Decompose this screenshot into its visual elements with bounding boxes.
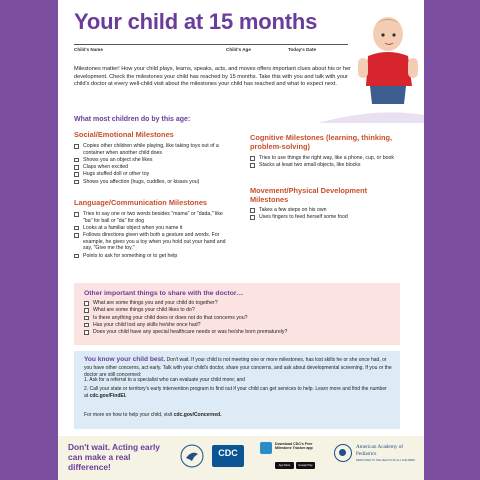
checkbox-icon[interactable]	[74, 226, 79, 231]
checklist-item[interactable]: Claps when excited	[74, 164, 232, 171]
checklist-item[interactable]: Points to ask for something or to get help	[74, 253, 232, 260]
checklist-item[interactable]: Shows you affection (hugs, cuddles, or kisses you)	[74, 179, 232, 186]
know-steps	[84, 377, 392, 402]
checkbox-icon[interactable]	[74, 254, 79, 259]
child-age-label: Child's Age	[226, 47, 251, 52]
intro-text: Milestones matter! How your child plays, learns, speaks, acts, and moves offers important clues about his or her development. Check the milestones your child has reached by 15 months. Take this with you and talk with your child's doctor at every well-child visit about the milestones your child has reached and what to expect next.	[74, 66, 351, 88]
aap-name: American Academy of Pediatrics	[356, 444, 403, 457]
language-heading: Language/Communication Milestones	[74, 198, 208, 207]
checkbox-icon[interactable]	[74, 172, 79, 177]
checkbox-icon[interactable]	[74, 144, 79, 149]
movement-list	[250, 207, 400, 222]
other-things-list	[84, 300, 384, 336]
social-heading: Social/Emotional Milestones	[74, 130, 174, 139]
checkbox-icon[interactable]	[250, 163, 255, 168]
hhs-logo-icon	[180, 444, 204, 468]
other-things-heading: Other important things to share with the doctor…	[84, 290, 244, 297]
milestone-page	[58, 0, 424, 480]
checklist-item[interactable]: Takes a few steps on his own	[250, 207, 400, 214]
checkbox-icon[interactable]	[74, 180, 79, 185]
checkbox-icon[interactable]	[84, 323, 89, 328]
findei-link[interactable]: cdc.gov/FindEI.	[89, 392, 127, 399]
milestone-app-promo	[258, 440, 318, 474]
footer	[58, 436, 424, 480]
child-age-field[interactable]	[224, 44, 286, 45]
checklist-item[interactable]: Does your child have any special healthcare needs or was he/she born prematurely?	[84, 329, 384, 336]
checklist-item[interactable]: Shows you an object she likes	[74, 157, 232, 164]
checklist-item[interactable]: Tries to use things the right way, like a phone, cup, or book	[250, 155, 400, 162]
today-date-field[interactable]	[286, 44, 354, 45]
cdc-logo: CDC	[212, 445, 244, 467]
aap-seal-icon	[334, 444, 352, 462]
aap-logo	[334, 444, 422, 474]
checkbox-icon[interactable]	[250, 215, 255, 220]
checklist-item[interactable]: What are some things your child likes to do?	[84, 307, 384, 314]
page-title: Your child at 15 months	[74, 9, 318, 34]
concerned-link[interactable]: cdc.gov/Concerned.	[173, 412, 222, 418]
checkbox-icon[interactable]	[250, 208, 255, 213]
checklist-item[interactable]: Stacks at least two small objects, like blocks	[250, 162, 400, 169]
checkbox-icon[interactable]	[84, 330, 89, 335]
checklist-item[interactable]: Looks at a familiar object when you name it	[74, 225, 232, 232]
social-list	[74, 143, 232, 186]
checkbox-icon[interactable]	[250, 156, 255, 161]
know-paragraph	[84, 356, 392, 378]
checkbox-icon[interactable]	[74, 165, 79, 170]
app-icon	[260, 442, 272, 454]
more-info-text: For more on how to help your child, visit cdc.gov/Concerned.	[84, 412, 222, 418]
dont-wait-text: Don't wait. Acting early can make a real difference!	[68, 442, 160, 473]
know-your-child-box	[74, 351, 400, 429]
checkbox-icon[interactable]	[74, 158, 79, 163]
checklist-item[interactable]: Is there anything your child does or does not do that concerns you?	[84, 315, 384, 322]
child-name-label: Child's Name	[74, 47, 103, 52]
checklist-item[interactable]: Hugs stuffed doll or other toy	[74, 171, 232, 178]
cognitive-heading: Cognitive Milestones (learning, thinking, problem-solving)	[250, 133, 393, 151]
checklist-item[interactable]: Has your child lost any skills he/she once had?	[84, 322, 384, 329]
language-list	[74, 211, 232, 260]
toddler-photo	[348, 4, 424, 104]
checklist-item[interactable]: What are some things you and your child do together?	[84, 300, 384, 307]
other-things-box	[74, 283, 400, 345]
movement-heading: Movement/Physical Development Milestones	[250, 186, 368, 204]
checkbox-icon[interactable]	[84, 301, 89, 306]
step-2: 2. Call your state or territory's early intervention program to find out if your child can get services to help. Learn more and find the number at cdc.gov/FindEI.	[84, 386, 387, 399]
know-body: Don't wait. If your child is not meeting one or more milestones, has lost skills he or she once had, or you have other concerns, act early. Talk with your child's doctor, share your concerns, and ask about developmental screening. If you or the doctor are still concerned:	[84, 357, 392, 378]
checkbox-icon[interactable]	[84, 316, 89, 321]
google-play-badge[interactable]: Google Play	[296, 462, 315, 469]
checklist-item[interactable]: Follows directions given with both a gesture and words. For example, he gives you a toy when you hold out your hand and say, "Give me the toy."	[74, 232, 232, 252]
checklist-item[interactable]: Uses fingers to feed herself some food	[250, 214, 400, 221]
know-heading: You know your child best.	[84, 356, 166, 363]
step-1: 1. Ask for a referral to a specialist who can evaluate your child more; and	[84, 377, 245, 383]
child-name-field[interactable]	[74, 44, 224, 45]
checkbox-icon[interactable]	[74, 233, 79, 238]
today-date-label: Today's Date	[288, 47, 317, 52]
checkbox-icon[interactable]	[84, 308, 89, 313]
checkbox-icon[interactable]	[74, 212, 79, 217]
checklist-item[interactable]: Tries to say one or two words besides "mama" or "dada," like "ba" for ball or "da" for dog	[74, 211, 232, 224]
cognitive-list	[250, 155, 400, 170]
aap-tagline: DEDICATED TO THE HEALTH OF ALL CHILDREN	[356, 459, 416, 462]
app-store-badge[interactable]: App Store	[275, 462, 294, 469]
app-promo-text: Download CDC's Free Milestone Tracker app	[275, 442, 313, 451]
checklist-item[interactable]: Copies other children while playing, like taking toys out of a container when another child does	[74, 143, 232, 156]
most-children-heading: What most children do by this age:	[74, 116, 191, 123]
